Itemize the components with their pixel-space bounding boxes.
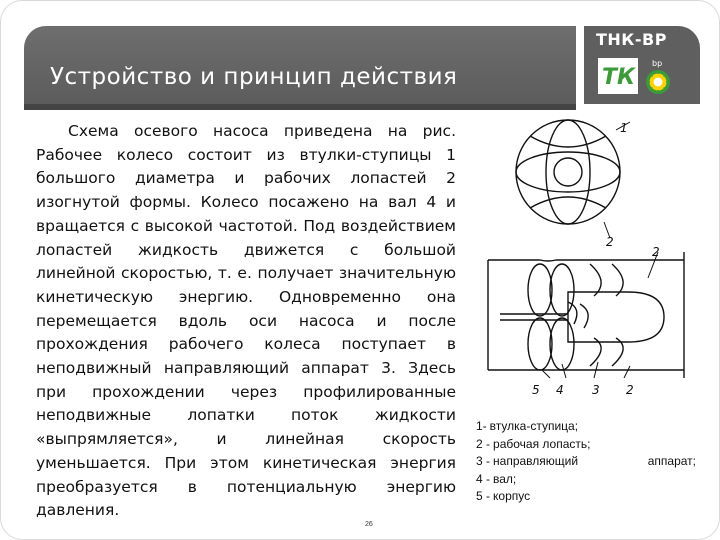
pump-side-view bbox=[488, 252, 684, 378]
body-paragraph: Схема осевого насоса приведена на рис. Рабочее колесо состоит из втулки-ступицы 1 большого диаметра и рабочих лопастей 2 изогнутой формы. Колесо посажено на вал 4 и вращается с высокой частотой. Под воздействием лопастей жидкость движется с большой линейной скоростью, т. е. получает значительную кинетическую энергию. Одновременно она перемещается вдоль оси насоса и после прохождения рабочего колеса поступает в неподвижный направляющий аппарат 3. Здесь при прохождении через профилированные неподвижные лопатки поток жидкости «выпрямляется», и линейная скорость уменьшается. При этом кинетическая энергия преобразуется в потенциальную энергию давления. bbox=[36, 122, 456, 520]
diagram-label-top: 1 bbox=[620, 121, 628, 135]
diagram-label-top-2: 2 bbox=[606, 235, 614, 249]
body-text bbox=[36, 120, 456, 523]
diagram-label-2: 2 bbox=[626, 383, 634, 397]
tnk-bp-logo-icon bbox=[596, 52, 676, 100]
diagram-legend bbox=[476, 418, 696, 506]
legend-item: 5 - корпус bbox=[476, 489, 531, 503]
impeller-front-view bbox=[516, 120, 620, 224]
diagram-label-3: 3 bbox=[592, 383, 600, 397]
diagram-label-5: 5 bbox=[532, 383, 540, 397]
legend-item: 3 - направляющий аппарат; bbox=[476, 454, 696, 468]
slide-title: Устройство и принцип действия bbox=[50, 64, 458, 90]
page-number: 26 bbox=[365, 521, 373, 528]
logo-brand-text: ТНК-ВР bbox=[596, 30, 667, 49]
logo-bp-text: bp bbox=[652, 59, 663, 68]
legend-item: 2 - рабочая лопасть; bbox=[476, 436, 591, 451]
diagram-label-side: 2 bbox=[652, 245, 660, 259]
axial-pump-diagram bbox=[470, 112, 710, 412]
logo-emblem-text: ТК bbox=[602, 65, 635, 90]
legend-item: 1- втулка-ступица; bbox=[476, 419, 579, 433]
legend-item: 4 - вал; bbox=[476, 471, 517, 486]
diagram-label-4: 4 bbox=[556, 383, 564, 397]
